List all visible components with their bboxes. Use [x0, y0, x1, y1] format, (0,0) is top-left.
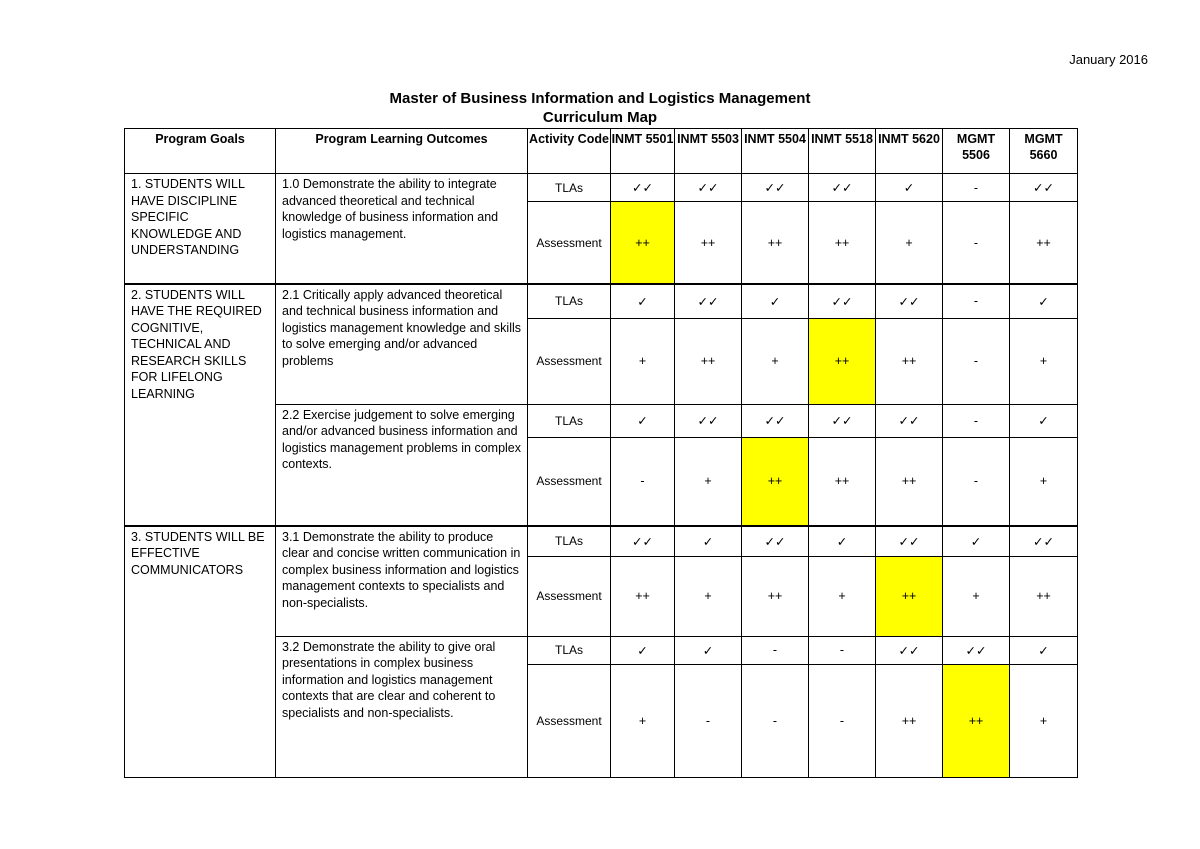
matrix-cell: ++ — [742, 202, 809, 284]
matrix-cell: ✓✓ — [876, 636, 943, 664]
matrix-cell: ✓✓ — [742, 526, 809, 557]
matrix-cell: ✓ — [611, 636, 675, 664]
matrix-cell: - — [943, 318, 1010, 404]
matrix-cell: - — [943, 437, 1010, 525]
header-course: MGMT 5506 — [943, 129, 1010, 174]
matrix-cell: ✓ — [876, 174, 943, 202]
matrix-cell: ✓ — [943, 526, 1010, 557]
matrix-cell: ++ — [876, 437, 943, 525]
program-goal: 2. STUDENTS WILL HAVE THE REQUIRED COGNITIVE, TECHNICAL AND RESEARCH SKILLS FOR LIFELONG LEARNING — [125, 284, 276, 526]
matrix-cell: ✓ — [1010, 284, 1078, 318]
table-row — [125, 284, 1078, 318]
learning-outcome: 3.1 Demonstrate the ability to produce clear and concise written communication in complex business information and logistics management contexts to specialists and non-specialists. — [276, 526, 528, 636]
matrix-cell: ++ — [611, 557, 675, 636]
matrix-cell: ✓ — [675, 636, 742, 664]
matrix-cell: ++ — [809, 202, 876, 284]
matrix-cell: ✓✓ — [742, 174, 809, 202]
matrix-cell: - — [742, 664, 809, 777]
header-learning-outcomes: Program Learning Outcomes — [276, 129, 528, 174]
matrix-cell: ✓✓ — [742, 404, 809, 437]
matrix-cell: ✓✓ — [809, 404, 876, 437]
matrix-cell: ✓✓ — [611, 526, 675, 557]
matrix-cell: + — [675, 557, 742, 636]
learning-outcome: 2.2 Exercise judgement to solve emerging and/or advanced business information and logistics management problems in complex contexts. — [276, 404, 528, 525]
matrix-cell: ++ — [809, 437, 876, 525]
matrix-cell: ++ — [742, 557, 809, 636]
activity-code: TLAs — [528, 404, 611, 437]
learning-outcome: 3.2 Demonstrate the ability to give oral presentations in complex business information and logistics management contexts that are clear and coherent to specialists and non-specialists. — [276, 636, 528, 778]
matrix-cell: ++ — [1010, 202, 1078, 284]
matrix-cell: ✓ — [1010, 404, 1078, 437]
matrix-cell: + — [876, 202, 943, 284]
matrix-cell-highlighted: ++ — [611, 202, 675, 284]
matrix-cell: - — [742, 636, 809, 664]
matrix-cell: ✓✓ — [876, 526, 943, 557]
matrix-cell: + — [1010, 318, 1078, 404]
matrix-cell: - — [943, 284, 1010, 318]
matrix-cell: ✓✓ — [675, 284, 742, 318]
matrix-cell: ✓ — [611, 284, 675, 318]
activity-code: Assessment — [528, 664, 611, 777]
header-course: INMT 5504 — [742, 129, 809, 174]
matrix-cell: + — [611, 664, 675, 777]
header-course: MGMT 5660 — [1010, 129, 1078, 174]
program-goal: 3. STUDENTS WILL BE EFFECTIVE COMMUNICATORS — [125, 526, 276, 778]
matrix-cell: ✓✓ — [876, 284, 943, 318]
matrix-cell: + — [1010, 664, 1078, 777]
matrix-cell: ✓✓ — [809, 174, 876, 202]
activity-code: TLAs — [528, 636, 611, 664]
matrix-cell: ✓✓ — [1010, 174, 1078, 202]
matrix-cell: ++ — [675, 318, 742, 404]
activity-code: TLAs — [528, 174, 611, 202]
activity-code: Assessment — [528, 437, 611, 525]
matrix-cell: ✓ — [742, 284, 809, 318]
matrix-cell-highlighted: ++ — [809, 318, 876, 404]
matrix-cell: ✓ — [1010, 636, 1078, 664]
matrix-cell: ++ — [876, 664, 943, 777]
header-course: INMT 5503 — [675, 129, 742, 174]
matrix-cell: ✓✓ — [1010, 526, 1078, 557]
matrix-cell: + — [675, 437, 742, 525]
document-subtitle: Curriculum Map — [542, 109, 658, 126]
matrix-cell: + — [809, 557, 876, 636]
matrix-cell: - — [675, 664, 742, 777]
header-course: INMT 5620 — [876, 129, 943, 174]
curriculum-map-table — [124, 128, 1078, 778]
matrix-cell: - — [809, 664, 876, 777]
matrix-cell: + — [742, 318, 809, 404]
matrix-cell: ✓ — [611, 404, 675, 437]
activity-code: TLAs — [528, 284, 611, 318]
header-row — [125, 129, 1078, 174]
learning-outcome: 2.1 Critically apply advanced theoretical and technical business information and logistics management knowledge and skills to solve emerging and/or advanced problems — [276, 284, 528, 404]
activity-code: TLAs — [528, 526, 611, 557]
matrix-cell: - — [611, 437, 675, 525]
matrix-cell: + — [611, 318, 675, 404]
table-row — [125, 526, 1078, 557]
matrix-cell: ✓ — [809, 526, 876, 557]
matrix-cell: + — [1010, 437, 1078, 525]
learning-outcome: 1.0 Demonstrate the ability to integrate advanced theoretical and technical knowledge of business information and logistics management. — [276, 174, 528, 284]
matrix-cell: ++ — [1010, 557, 1078, 636]
matrix-cell: ✓✓ — [809, 284, 876, 318]
matrix-cell: ++ — [876, 318, 943, 404]
matrix-cell: ✓✓ — [611, 174, 675, 202]
matrix-cell: - — [943, 404, 1010, 437]
matrix-cell-highlighted: ++ — [742, 437, 809, 525]
activity-code: Assessment — [528, 318, 611, 404]
matrix-cell: ✓✓ — [675, 174, 742, 202]
matrix-cell: ✓✓ — [675, 404, 742, 437]
document-date: January 2016 — [1069, 52, 1148, 67]
matrix-cell: ++ — [675, 202, 742, 284]
table-row — [125, 174, 1078, 202]
matrix-cell: ✓✓ — [943, 636, 1010, 664]
matrix-cell: ✓✓ — [876, 404, 943, 437]
matrix-cell: - — [943, 202, 1010, 284]
activity-code: Assessment — [528, 557, 611, 636]
header-program-goals: Program Goals — [125, 129, 276, 174]
header-course: INMT 5518 — [809, 129, 876, 174]
matrix-cell: + — [943, 557, 1010, 636]
matrix-cell: - — [943, 174, 1010, 202]
document-title: Master of Business Information and Logistics Management — [389, 90, 811, 107]
header-activity-code: Activity Code — [528, 129, 611, 174]
matrix-cell-highlighted: ++ — [876, 557, 943, 636]
matrix-cell: ✓ — [675, 526, 742, 557]
program-goal: 1. STUDENTS WILL HAVE DISCIPLINE SPECIFIC KNOWLEDGE AND UNDERSTANDING — [125, 174, 276, 284]
matrix-cell: - — [809, 636, 876, 664]
header-course: INMT 5501 — [611, 129, 675, 174]
activity-code: Assessment — [528, 202, 611, 284]
matrix-cell-highlighted: ++ — [943, 664, 1010, 777]
